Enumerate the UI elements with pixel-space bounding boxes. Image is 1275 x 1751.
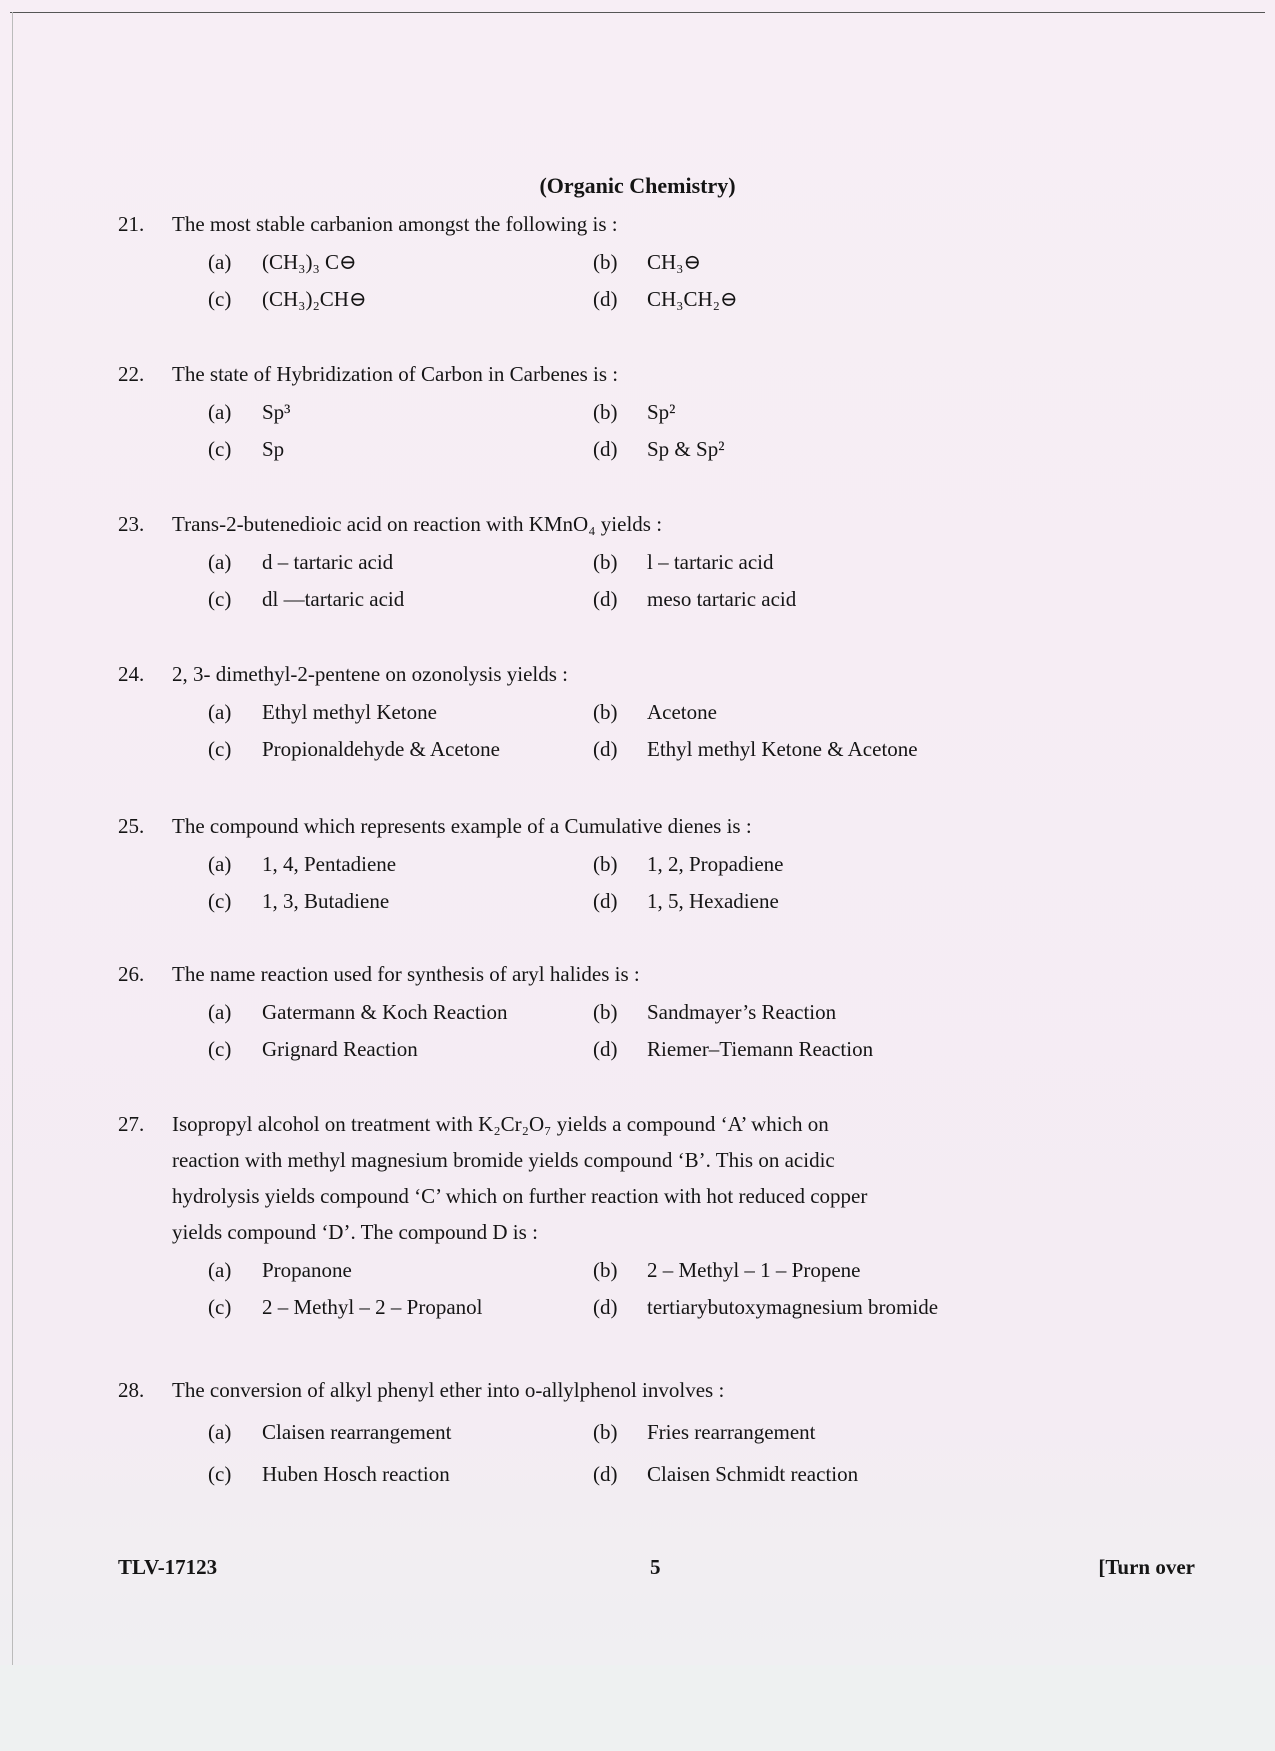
question-text-line: reaction with methyl magnesium bromide yields compound ‘B’. This on acidic	[172, 1148, 835, 1172]
option-b: (b) 1, 2, Propadiene	[593, 852, 784, 876]
option-a: (a) (CH₃)₃ C⊖	[208, 250, 357, 274]
option-a: (a) Propanone	[208, 1258, 352, 1282]
option-c: (c) 2 – Methyl – 2 – Propanol	[208, 1295, 483, 1319]
options	[118, 1414, 1158, 1498]
options	[118, 244, 1158, 318]
question-number: 25.	[118, 814, 145, 838]
option-b: (b) Sandmayer’s Reaction	[593, 1000, 837, 1024]
question-24	[118, 656, 1158, 768]
option-a: (a) Gatermann & Koch Reaction	[208, 1000, 508, 1024]
option-a: (a) Ethyl methyl Ketone	[208, 700, 437, 724]
left-margin-rule	[12, 12, 13, 1671]
option-d: (d) Riemer–Tiemann Reaction	[593, 1037, 874, 1061]
question-text-line: yields compound ‘D’. The compound D is :	[172, 1220, 538, 1244]
option-b: (b) Acetone	[593, 700, 717, 724]
question-number: 28.	[118, 1378, 145, 1402]
option-d: (d) Ethyl methyl Ketone & Acetone	[593, 737, 918, 761]
question-text: The state of Hybridization of Carbon in Carbenes is :	[172, 362, 619, 386]
options	[118, 1252, 1158, 1326]
option-a: (a) Sp³	[208, 400, 291, 424]
option-a: (a) d – tartaric acid	[208, 550, 394, 574]
question-27	[118, 1106, 1158, 1326]
options	[118, 394, 1158, 468]
option-b: (b) Fries rearrangement	[593, 1420, 816, 1444]
option-d: (d) meso tartaric acid	[593, 587, 797, 611]
options	[118, 694, 1158, 768]
question-number: 27.	[118, 1112, 145, 1136]
option-d: (d) CH₃CH₂⊖	[593, 287, 738, 311]
question-text-line: hydrolysis yields compound ‘C’ which on further reaction with hot reduced copper	[172, 1184, 868, 1208]
question-text: The conversion of alkyl phenyl ether into o-allylphenol involves :	[172, 1378, 725, 1402]
paper-code: TLV-17123	[118, 1555, 218, 1579]
scan-bottom-margin	[0, 1665, 1275, 1751]
question-25	[118, 808, 1158, 920]
question-text: The compound which represents example of a Cumulative dienes is :	[172, 814, 752, 838]
option-c: (c) 1, 3, Butadiene	[208, 889, 390, 913]
section-heading: (Organic Chemistry)	[539, 173, 736, 198]
options	[118, 846, 1158, 920]
question-21	[118, 206, 1158, 318]
options	[118, 994, 1158, 1068]
options	[118, 544, 1158, 618]
turn-over-label: [Turn over	[1098, 1555, 1195, 1579]
question-text: Trans-2-butenedioic acid on reaction with KMnO₄ yields :	[172, 512, 663, 536]
option-d: (d) tertiarybutoxymagnesium bromide	[593, 1295, 939, 1319]
question-number: 21.	[118, 212, 145, 236]
page-number: 5	[650, 1555, 661, 1579]
top-rule	[10, 12, 1265, 13]
option-c: (c) Propionaldehyde & Acetone	[208, 737, 500, 761]
option-b: (b) Sp²	[593, 400, 676, 424]
option-c: (c) dl —tartaric acid	[208, 587, 405, 611]
option-c: (c) Huben Hosch reaction	[208, 1462, 450, 1486]
question-26	[118, 956, 1158, 1068]
option-a: (a) 1, 4, Pentadiene	[208, 852, 397, 876]
question-text: 2, 3- dimethyl-2-pentene on ozonolysis yields :	[172, 662, 569, 686]
question-number: 26.	[118, 962, 145, 986]
question-23	[118, 506, 1158, 618]
option-b: (b) l – tartaric acid	[593, 550, 774, 574]
question-22	[118, 356, 1158, 468]
question-28	[118, 1372, 1158, 1498]
option-c: (c) Sp	[208, 437, 285, 461]
option-a: (a) Claisen rearrangement	[208, 1420, 452, 1444]
option-d: (d) Claisen Schmidt reaction	[593, 1462, 859, 1486]
option-d: (d) 1, 5, Hexadiene	[593, 889, 779, 913]
question-number: 24.	[118, 662, 145, 686]
question-number: 23.	[118, 512, 145, 536]
option-c: (c) Grignard Reaction	[208, 1037, 418, 1061]
question-number: 22.	[118, 362, 145, 386]
option-b: (b) CH₃⊖	[593, 250, 702, 274]
option-d: (d) Sp & Sp²	[593, 437, 725, 461]
question-text: The name reaction used for synthesis of aryl halides is :	[172, 962, 640, 986]
question-text: The most stable carbanion amongst the following is :	[172, 212, 618, 236]
option-b: (b) 2 – Methyl – 1 – Propene	[593, 1258, 861, 1282]
option-c: (c) (CH₃)₂CH⊖	[208, 287, 367, 311]
question-text: Isopropyl alcohol on treatment with K₂Cr₂O₇ yields a compound ‘A’ which on	[172, 1112, 829, 1136]
